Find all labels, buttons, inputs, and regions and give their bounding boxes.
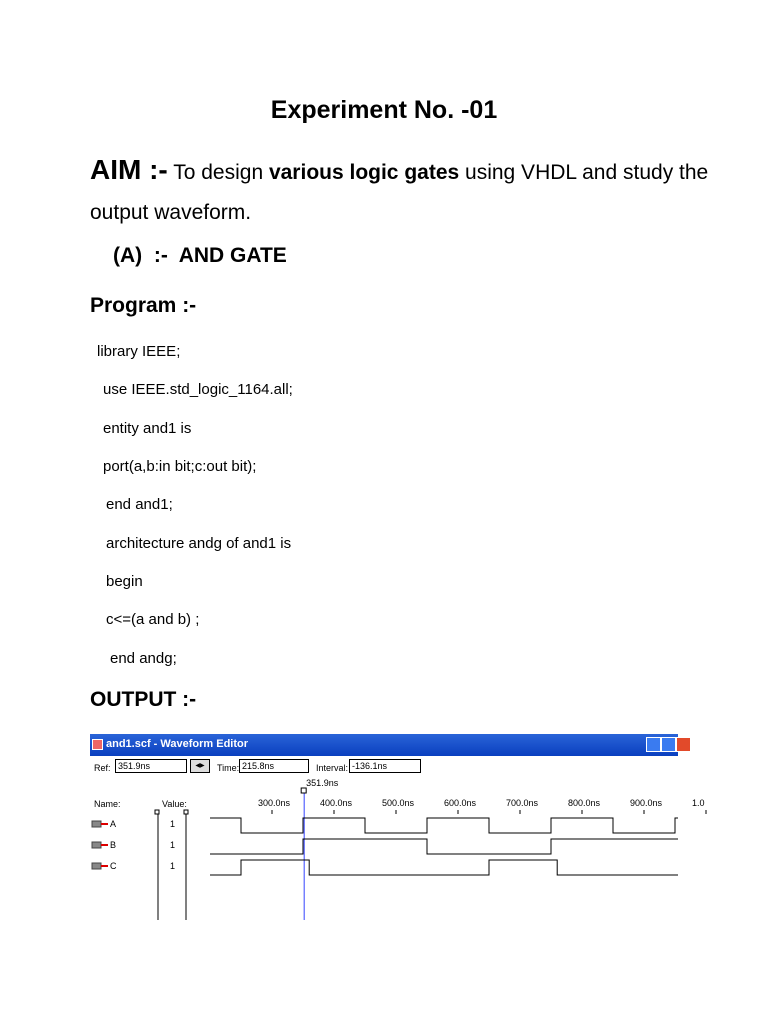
input-pin-icon (92, 821, 101, 827)
window-title: and1.scf - Waveform Editor (106, 738, 249, 750)
name-header: Name: (94, 799, 121, 809)
signal-name[interactable]: C (110, 861, 117, 871)
signal-value: 1 (170, 819, 176, 829)
time-tick-label: 900.0ns (630, 798, 663, 808)
time-label: Time: (217, 763, 240, 773)
time-marker-handle-icon[interactable] (301, 788, 306, 793)
code-line: library IEEE; (97, 343, 181, 360)
code-line: use IEEE.std_logic_1164.all; (103, 381, 293, 398)
time-tick-label: 600.0ns (444, 798, 477, 808)
time-tick-label: 400.0ns (320, 798, 353, 808)
signal-value: 1 (170, 840, 176, 850)
close-icon[interactable] (676, 737, 691, 752)
waveform-display[interactable] (90, 734, 705, 920)
time-tick-label: 700.0ns (506, 798, 539, 808)
code-line: end and1; (106, 496, 173, 513)
time-tick-label: 300.0ns (258, 798, 291, 808)
aim-label: AIM :- (90, 154, 168, 185)
time-field[interactable]: 215.8ns (239, 759, 309, 773)
program-heading: Program :- (90, 294, 197, 317)
aim-paragraph (90, 150, 730, 233)
time-tick-label: 500.0ns (382, 798, 415, 808)
output-heading: OUTPUT :- (90, 688, 197, 711)
aim-bold-text: various logic gates (268, 161, 460, 184)
ref-field[interactable]: 351.9ns (115, 759, 187, 773)
output-pin-icon (92, 863, 101, 869)
page-title: Experiment No. -01 (270, 96, 498, 124)
signal-name[interactable]: A (110, 819, 117, 829)
interval-label: Interval: (316, 763, 349, 773)
signal-value: 1 (170, 861, 176, 871)
code-line: end andg; (110, 650, 177, 667)
interval-field[interactable]: -136.1ns (349, 759, 421, 773)
code-line: port(a,b:in bit;c:out bit); (103, 458, 257, 475)
aim-text-after: using VHDL and study the output waveform. (90, 161, 709, 224)
time-marker-label: 351.9ns (306, 778, 339, 788)
ref-spin-arrows-icon[interactable]: ◀▶ (190, 759, 210, 773)
column-handle-icon[interactable] (184, 810, 188, 814)
signal-waveform[interactable] (210, 818, 678, 833)
code-line: entity and1 is (103, 420, 192, 437)
input-pin-icon (92, 842, 101, 848)
time-tick-label: 1.0 (692, 798, 705, 808)
column-handle-icon[interactable] (155, 810, 159, 814)
code-line: c<=(a and b) ; (106, 611, 200, 628)
code-line: begin (106, 573, 143, 590)
code-line: architecture andg of and1 is (106, 535, 292, 552)
signal-waveform[interactable] (210, 860, 678, 875)
signal-name[interactable]: B (110, 840, 117, 850)
signal-waveform[interactable] (210, 839, 678, 854)
time-tick-label: 800.0ns (568, 798, 601, 808)
value-header: Value: (162, 799, 187, 809)
waveform-editor-window (90, 734, 705, 920)
aim-text-before: To design (167, 161, 269, 184)
section-heading: (A) :- AND GATE (113, 244, 287, 267)
ref-label: Ref: (94, 763, 111, 773)
